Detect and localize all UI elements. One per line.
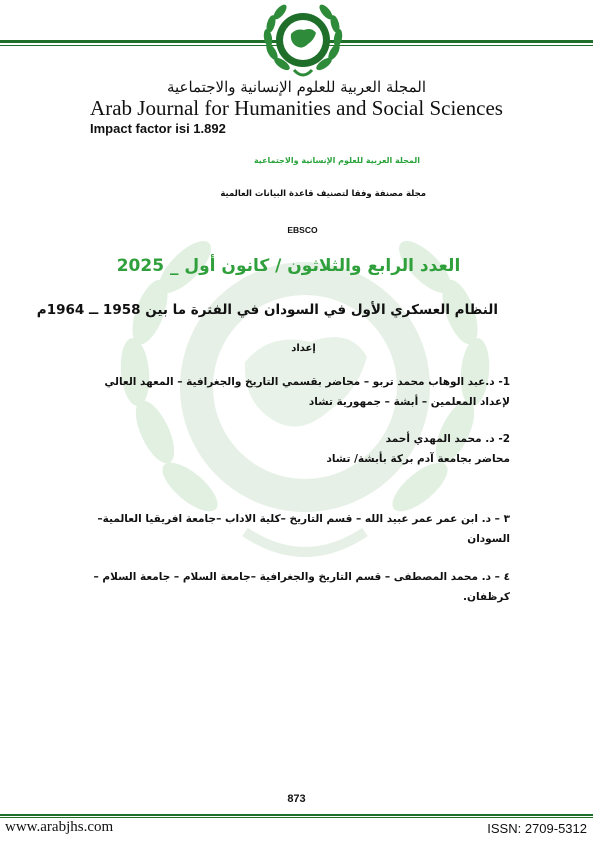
author-3-line-1: ٣ – د. ابن عمر عمر عبيد الله – قسم التاريخ –كلية الاداب –جامعة افريقيا العالمية– [97,513,510,525]
journal-logo-icon [258,0,348,86]
article-title: النظام العسكري الأول في السودان في الفترة ما بين 1958 ــ 1964م [36,302,498,318]
issn-number: ISSN: 2709-5312 [487,821,587,836]
classification-note: مجلة مصنفة وفقا لتصنيف قاعدة البيانات العالمية [220,189,426,199]
prepared-by-label: إعداد [291,343,316,354]
author-3 [90,509,510,549]
author-4 [90,567,510,607]
author-1-line-1: 1- د.عبد الوهاب محمد تربو – محاضر بقسمي التاريخ والجغرافية – المعهد العالي [104,376,510,388]
author-2-line-1: 2- د. محمد المهدي أحمد [385,433,510,445]
website-link[interactable]: www.arabjhs.com [5,819,114,835]
journal-name-small: المجلة العربية للعلوم الإنسانية والاجتماعية [253,156,420,165]
author-2 [90,429,510,469]
author-1-line-2: لإعداد المعلمين – أبشة – جمهورية تشاد [308,396,510,408]
journal-title-arabic: المجلة العربية للعلوم الإنسانية والاجتماعية [166,78,427,96]
impact-factor: Impact factor isi 1.892 [90,121,226,136]
author-2-line-2: محاضر بجامعة آدم بركة بأبشة/ تشاد [326,453,510,465]
footer-rule-thin [0,817,593,818]
journal-title-english: Arab Journal for Humanities and Social Sciences [90,96,503,120]
issue-title: العدد الرابع والثلاثون / كانون أول _ 2025 [116,256,461,276]
author-1 [90,372,510,412]
database-name: EBSCO [287,225,318,235]
footer-rule [0,814,593,816]
page-number: 873 [287,793,306,805]
author-3-line-2: السودان [467,533,510,545]
author-4-line-1: ٤ – د. محمد المصطفى – قسم التاريخ والجغرافية –جامعة السلام – جامعة السلام – [93,571,510,583]
author-4-line-2: كرظفان. [463,591,510,603]
